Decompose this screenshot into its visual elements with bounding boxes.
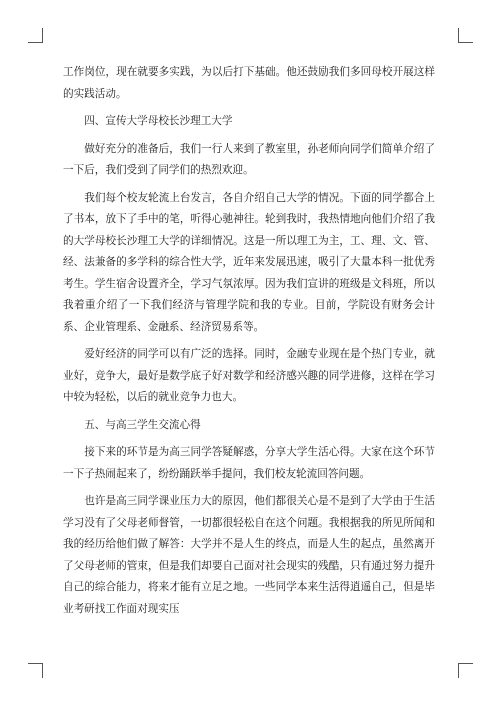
paragraph-continuation: 工作岗位，现在就要多实践，为以后打下基础。他还鼓励我们多回母校开展这样的实践活动。 [63,66,435,100]
paragraph-economics: 爱好经济的同学可以有广泛的选择。同时，金融专业现在是个热门专业，就业好，竞争大，最好是数学底子好对数学和经济感兴趣的同学进修，这样在学习中较为轻松，以后的就业竞争力也大。 [63,348,435,403]
paragraph-introduction: 我们每个校友轮流上台发言，各自介绍自己大学的情况。下面的同学都合上了书本，放下了手中的笔，听得心驰神往。轮到我时，我热情地向他们介绍了我的大学母校长沙理工大学的详细情况。这是一所以理工为主，工、理、文、管、经、法兼备的多学科的综合性大学，近年来发展迅速，吸引了大量本科一批优秀考生。学生宿舍设置齐全，学习气氛浓厚。因为我们宣讲的班级是文科班，所以我着重介绍了一下我们经济与管理学院和我的专业。目前，学院设有财务会计系、企业管理系、金融系、经济贸易系等。 [63,191,435,333]
section-heading-4: 四、宣传大学母校长沙理工大学 [84,115,233,127]
section-heading-5: 五、与高三学生交流心得 [84,418,201,431]
crop-mark-bottom-right [458,663,473,678]
crop-mark-bottom-left [28,663,43,678]
crop-mark-top-left [28,28,43,43]
paragraph-advice: 也许是高三同学课业压力大的原因，他们都很关心是不是到了大学由于生活学习没有了父母老师督管，一切都很轻松自在这个问题。我根据我的所见所闻和我的经历给他们做了解答：大学并不是人生的终点，而是人生的起点，虽然离开了父母老师的管束，但是我们却要自己面对社会现实的残酷，只有通过努力提升自己的综合能力，将来才能有立足之地。一些同学本来生活得逍遥自己，但是毕业考研找工作面对现实压 [63,495,435,615]
paragraph-arrival: 做好充分的准备后，我们一行人来到了教室里，孙老师向同学们简单介绍了一下后，我们受到了同学们的热烈欢迎。 [63,142,435,176]
document-body [63,62,435,626]
crop-mark-top-right [458,28,473,43]
paragraph-qa: 接下来的环节是为高三同学答疑解惑，分享大学生活心得。大家在这个环节一下子热闹起来了，纷纷踊跃举手提问，我们校友轮流回答问题。 [63,446,435,480]
